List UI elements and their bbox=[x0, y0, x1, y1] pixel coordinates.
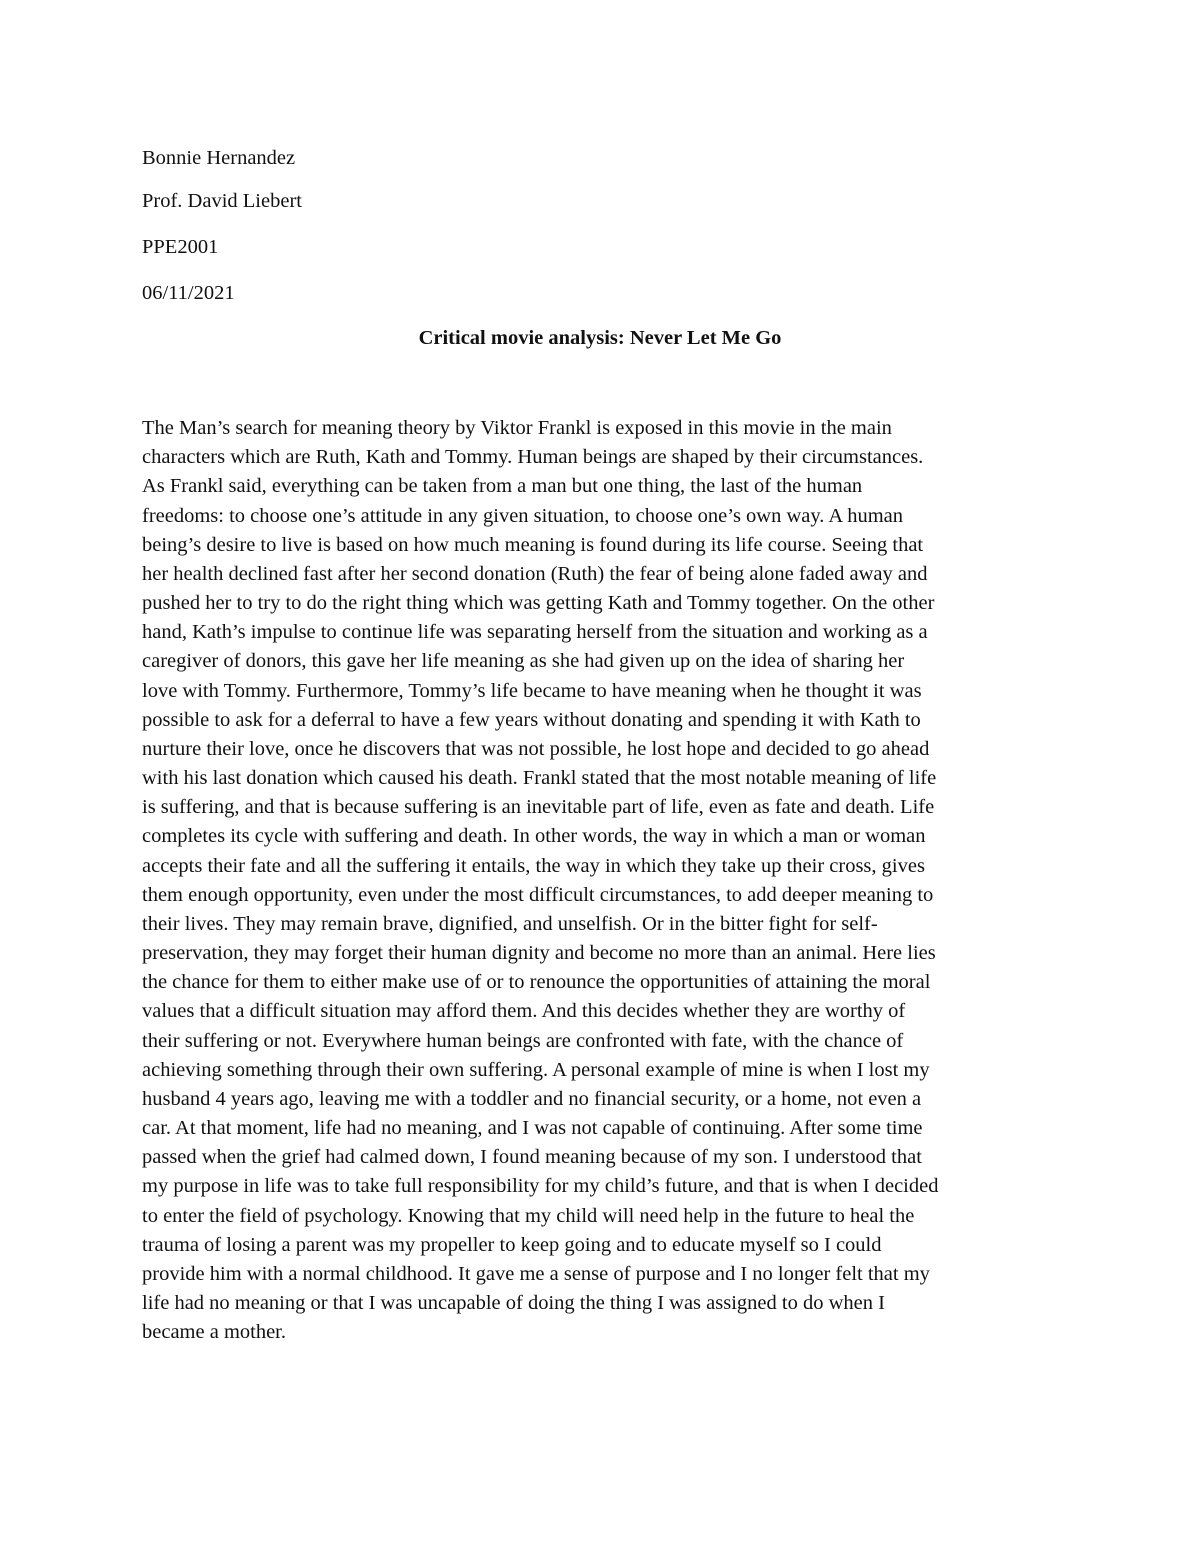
essay-line: their suffering or not. Everywhere human beings are confronted with fate, with the chance of bbox=[142, 1029, 904, 1052]
essay-line: achieving something through their own suffering. A personal example of mine is when I lost my bbox=[142, 1058, 930, 1081]
essay-line: nurture their love, once he discovers that was not possible, he lost hope and decided to go ahead bbox=[142, 737, 930, 760]
essay-line: completes its cycle with suffering and death. In other words, the way in which a man or woman bbox=[142, 825, 926, 848]
essay-line: being’s desire to live is based on how much meaning is found during its life course. Seeing that bbox=[142, 533, 924, 556]
essay-line: provide him with a normal childhood. It gave me a sense of purpose and I no longer felt that my bbox=[142, 1262, 930, 1285]
essay-line: possible to ask for a deferral to have a few years without donating and spending it with Kath to bbox=[142, 708, 921, 731]
essay-line: As Frankl said, everything can be taken from a man but one thing, the last of the human bbox=[142, 475, 863, 498]
essay-line: pushed her to try to do the right thing which was getting Kath and Tommy together. On the other bbox=[142, 592, 935, 615]
essay-line: accepts their fate and all the suffering it entails, the way in which they take up their cross, gives bbox=[142, 854, 925, 877]
essay-line: became a mother. bbox=[142, 1321, 287, 1344]
essay-line: car. At that moment, life had no meaning, and I was not capable of continuing. After some time bbox=[142, 1117, 923, 1140]
essay-line: is suffering, and that is because suffering is an inevitable part of life, even as fate and death. Life bbox=[142, 796, 935, 819]
document-title: Critical movie analysis: Never Let Me Go bbox=[418, 327, 782, 349]
essay-line: values that a difficult situation may afford them. And this decides whether they are worthy of bbox=[142, 1000, 906, 1023]
essay-line: their lives. They may remain brave, dignified, and unselfish. Or in the bitter fight for self- bbox=[142, 912, 878, 935]
essay-line: The Man’s search for meaning theory by Viktor Frankl is exposed in this movie in the main bbox=[142, 417, 892, 439]
course-code: PPE2001 bbox=[142, 236, 219, 258]
submission-date: 06/11/2021 bbox=[142, 282, 235, 304]
essay-line: caregiver of donors, this gave her life meaning as she had given up on the idea of sharing her bbox=[142, 650, 905, 673]
essay-line: trauma of losing a parent was my propeller to keep going and to educate myself so I could bbox=[142, 1233, 882, 1256]
essay-line: the chance for them to either make use of or to renounce the opportunities of attaining the moral bbox=[142, 971, 931, 994]
essay-line: hand, Kath’s impulse to continue life was separating herself from the situation and working as a bbox=[142, 621, 928, 644]
essay-line: my purpose in life was to take full responsibility for my child’s future, and that is when I decided bbox=[142, 1175, 939, 1198]
essay-body bbox=[142, 414, 1072, 1348]
essay-line: passed when the grief had calmed down, I found meaning because of my son. I understood that bbox=[142, 1146, 922, 1169]
student-name: Bonnie Hernandez bbox=[142, 147, 296, 169]
essay-line: to enter the field of psychology. Knowing that my child will need help in the future to heal the bbox=[142, 1204, 915, 1227]
professor-name: Prof. David Liebert bbox=[142, 190, 302, 212]
essay-line: freedoms: to choose one’s attitude in any given situation, to choose one’s own way. A human bbox=[142, 504, 904, 527]
essay-line: characters which are Ruth, Kath and Tommy. Human beings are shaped by their circumstances. bbox=[142, 446, 924, 469]
essay-line: her health declined fast after her second donation (Ruth) the fear of being alone faded away and bbox=[142, 562, 928, 585]
essay-line: love with Tommy. Furthermore, Tommy’s life became to have meaning when he thought it was bbox=[142, 679, 922, 702]
essay-line: husband 4 years ago, leaving me with a toddler and no financial security, or a home, not even a bbox=[142, 1087, 922, 1110]
essay-line: them enough opportunity, even under the most difficult circumstances, to add deeper meaning to bbox=[142, 883, 934, 906]
essay-line: preservation, they may forget their human dignity and become no more than an animal. Here lies bbox=[142, 942, 936, 965]
essay-line: life had no meaning or that I was uncapable of doing the thing I was assigned to do when I bbox=[142, 1292, 885, 1315]
essay-line: with his last donation which caused his death. Frankl stated that the most notable meaning of life bbox=[142, 767, 937, 790]
